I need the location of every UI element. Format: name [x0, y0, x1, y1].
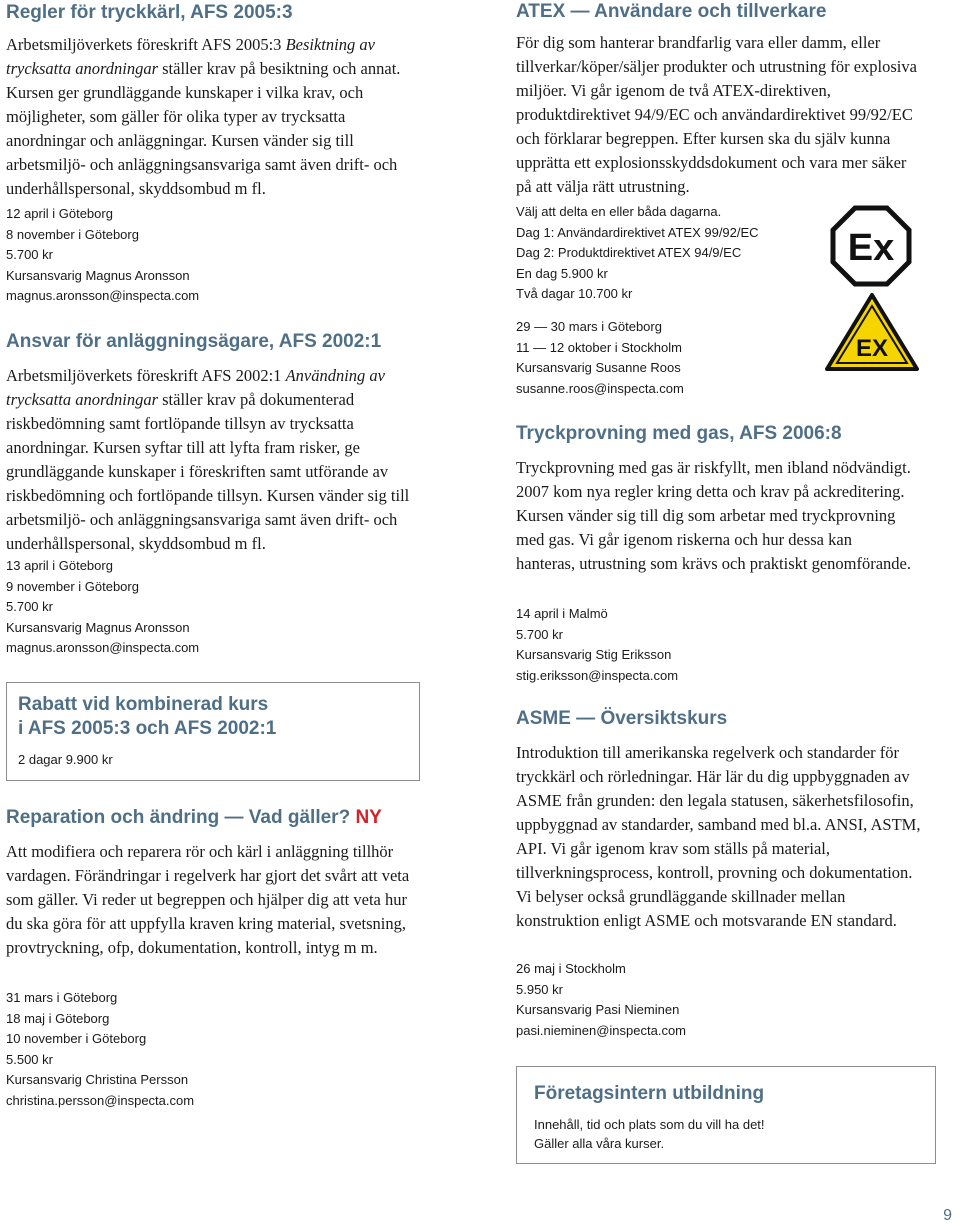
body-atex: För dig som hanterar brandfarlig vara eller damm, eller tillverkar/köper/säljer produkter och utrustning för explosiva miljöer. Vi går igenom de två ATEX-direktiven, produktdirektivet 94/9/EC och användardirektivet 99/92/EC och förklarar begreppen. Efter kursen ska du själv kunna upprätta ett explosionsskyddsdokument och vara mer säker på att välja rätt utrustning.: [516, 33, 917, 196]
body-text-italic: Besiktning av trycksatta anordningar: [6, 35, 375, 78]
discount-title-line-1: Rabatt vid kombinerad kurs: [18, 694, 269, 715]
option-price-one-day: En dag 5.900 kr: [516, 265, 608, 281]
body-text-post: ställer krav på besiktning och annat. Kursen ger grundläggande kunskaper i vilka krav, och möjligheter, som gäller för olika typer av trycksatta anordningar och anläggningar. Kursen vänder sig till arbetsmiljö- och anläggningsansvariga samt även drift- och underhållspersonal, skyddsombud m fl.: [6, 59, 401, 198]
in-house-training-box: [516, 1066, 936, 1164]
ex-warning-label: EX: [855, 335, 889, 362]
info-responsible: Kursansvarig Magnus Aronsson: [6, 267, 190, 283]
discount-price: 2 dagar 9.900 kr: [18, 752, 113, 767]
info-date-3: 10 november i Göteborg: [6, 1031, 147, 1046]
info-date-2: 9 november i Göteborg: [6, 578, 139, 594]
in-house-training-title: Företagsintern utbildning: [534, 1083, 765, 1104]
info-email: magnus.aronsson@inspecta.com: [6, 288, 200, 303]
atex-day-options: [516, 202, 759, 305]
page-number: 9: [943, 1207, 952, 1224]
course-info-atex: [516, 317, 684, 399]
course-info-afs-2002-1: [6, 556, 199, 659]
body-tryckprovning: Tryckprovning med gas är riskfyllt, men ibland nödvändigt. 2007 kom nya regler kring detta och krav på ackreditering. Kursen vänder sig till dig som arbetar med tryckprovning med gas. Vi går igenom riskerna och hur dessa kan hanteras, utrustning som krävs och praktiskt genomförande.: [516, 458, 911, 573]
ex-octagon-label: Ex: [847, 227, 895, 269]
info-price: 5.700 kr: [6, 247, 53, 262]
heading-tryckprovning: Tryckprovning med gas, AFS 2006:8: [516, 423, 842, 444]
body-text-pre: Arbetsmiljöverkets föreskrift AFS 2005:3: [6, 35, 286, 54]
in-house-training-line-1: Innehåll, tid och plats som du vill ha det!: [534, 1117, 765, 1132]
body-afs-2005-3: [6, 33, 421, 201]
new-badge: NY: [355, 807, 382, 828]
heading-atex: ATEX — Användare och tillverkare: [516, 1, 827, 22]
info-responsible: Kursansvarig Magnus Aronsson: [6, 619, 190, 635]
option-price-two-days: Två dagar 10.700 kr: [516, 286, 633, 301]
ex-warning-sign-icon: [824, 292, 920, 372]
body-text-italic: Användning av trycksatta anordningar: [6, 366, 385, 409]
discount-title-line-2: i AFS 2005:3 och AFS 2002:1: [18, 718, 277, 739]
body-reparation: Att modifiera och reparera rör och kärl i anläggning tillhör vardagen. Förändringar i regelverk har gjort det svårt att veta som gäller. Vi reder ut begreppen och hjälper dig att veta hur du ska göra för att uppfylla kraven kring material, svetsning, provtryckning, ofp, dokumentation, kontroll, intyg m m.: [6, 842, 410, 957]
option-day-2: Dag 2: Produktdirektivet ATEX 94/9/EC: [516, 245, 742, 260]
info-price: 5.700 kr: [6, 599, 53, 614]
in-house-training-line-2: Gäller alla våra kurser.: [534, 1136, 665, 1151]
option-intro: Välj att delta en eller båda dagarna.: [516, 204, 722, 219]
info-responsible: Kursansvarig Susanne Roos: [516, 360, 681, 375]
heading-afs-2005-3: Regler för tryckkärl, AFS 2005:3: [6, 2, 293, 23]
body-afs-2002-1: [6, 364, 421, 556]
info-email: christina.persson@inspecta.com: [6, 1092, 195, 1108]
info-date-2: 8 november i Göteborg: [6, 226, 139, 242]
course-info-tryckprovning: [516, 604, 678, 686]
discount-box: [6, 682, 420, 781]
option-day-1: Dag 1: Användardirektivet ATEX 99/92/EC: [516, 224, 759, 240]
course-info-asme: [516, 959, 686, 1041]
info-date-1: 31 mars i Göteborg: [6, 990, 118, 1005]
info-date-2: 11 — 12 oktober i Stockholm: [516, 339, 682, 355]
info-date-1: 29 — 30 mars i Göteborg: [516, 319, 662, 334]
body-text-pre: Arbetsmiljöverkets föreskrift AFS 2002:1: [6, 366, 286, 385]
info-email: pasi.nieminen@inspecta.com: [516, 1022, 687, 1038]
info-date-2: 18 maj i Göteborg: [6, 1010, 110, 1026]
body-text-post: ställer krav på dokumenterad riskbedömning samt fortlöpande tillsyn av trycksatta anordningar. Kursen syftar till att lyfta fram risker, ge grundläggande kunskaper i föreskriften samt utförande av riskbedömning och fortlöpande tillsyn. Kursen vänder sig till arbetsmiljö- och anläggningsansvariga samt även drift- och underhållspersonal, skyddsombud m fl.: [6, 390, 410, 553]
course-info-reparation: [6, 988, 194, 1111]
course-info-afs-2005-3: [6, 204, 199, 307]
info-date-1: 14 april i Malmö: [516, 606, 608, 621]
info-price: 5.500 kr: [6, 1051, 53, 1067]
info-responsible: Kursansvarig Stig Eriksson: [516, 647, 672, 662]
heading-afs-2002-1: Ansvar för anläggningsägare, AFS 2002:1: [6, 331, 382, 352]
heading-asme: ASME — Översiktskurs: [516, 708, 728, 729]
info-responsible: Kursansvarig Christina Persson: [6, 1072, 189, 1087]
heading-reparation: [6, 806, 446, 830]
info-responsible: Kursansvarig Pasi Nieminen: [516, 1002, 680, 1017]
info-email: stig.eriksson@inspecta.com: [516, 667, 679, 683]
info-date-1: 12 april i Göteborg: [6, 206, 113, 221]
info-price: 5.950 kr: [516, 981, 563, 997]
info-price: 5.700 kr: [516, 626, 563, 642]
info-date-1: 13 april i Göteborg: [6, 558, 113, 573]
info-email: susanne.roos@inspecta.com: [516, 380, 684, 396]
body-asme: Introduktion till amerikanska regelverk och standarder för tryckkärl och rörledningar. Här lär du dig uppbyggnaden av ASME från grunden: den legala statusen, säkerhetsfilosofin, uppbyggnad av standarder, samband med bl.a. ANSI, ASTM, API. Vi går igenom krav som ställs på material, tillverkningsprocess, kontroll, provning och dokumentation. Vi belyser också grundläggande skillnader mellan konstruktion enligt ASME och motsvarande EN standard.: [516, 743, 921, 930]
info-email: magnus.aronsson@inspecta.com: [6, 640, 200, 655]
ex-octagon-icon: [830, 205, 912, 287]
info-date-1: 26 maj i Stockholm: [516, 961, 626, 976]
heading-reparation-text: Reparation och ändring — Vad gäller?: [6, 807, 351, 828]
